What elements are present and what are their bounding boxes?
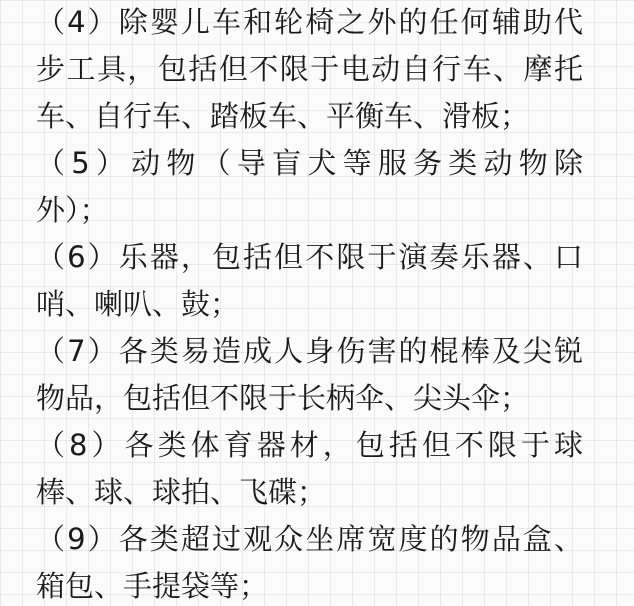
- item-5-line-2: 外）；: [36, 193, 109, 227]
- item-4-line-3: 车、自行车、踏板车、平衡车、滑板；: [36, 99, 530, 133]
- item-6-line-2: 哨、喇叭、鼓；: [36, 287, 240, 321]
- item-9-line-2: 箱包、手提袋等；: [36, 569, 269, 603]
- item-4-line-1: （4）除婴儿车和轮椅之外的任何辅助代: [36, 5, 583, 39]
- item-7-line-1: （7）各类易造成人身伤害的棍棒及尖锐: [36, 334, 583, 368]
- item-6-line-1: （6）乐器，包括但不限于演奏乐器、口: [36, 240, 583, 274]
- item-8-line-1: （8）各类体育器材，包括但不限于球: [36, 428, 583, 462]
- item-4-line-2: 步工具，包括但不限于电动自行车、摩托: [36, 52, 583, 86]
- item-5-line-1: （5）动物（导盲犬等服务类动物除: [36, 146, 583, 180]
- rules-document: [36, 0, 606, 603]
- item-7-line-2: 物品，包括但不限于长柄伞、尖头伞；: [36, 381, 530, 415]
- item-8-line-2: 棒、球、球拍、飞碟；: [36, 475, 327, 509]
- item-9-line-1: （9）各类超过观众坐席宽度的物品盒、: [36, 522, 583, 556]
